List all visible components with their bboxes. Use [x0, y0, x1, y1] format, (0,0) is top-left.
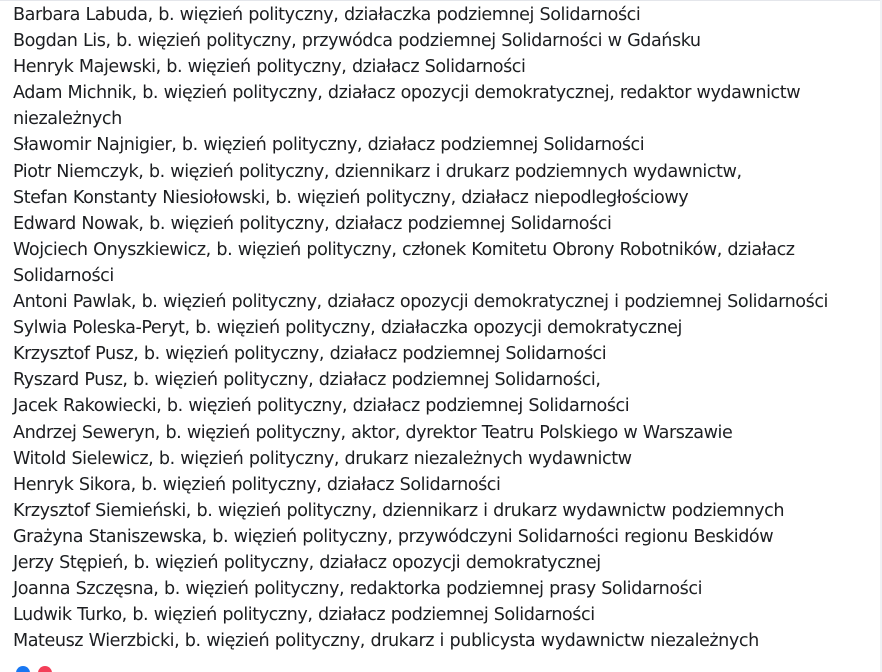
post-line: Solidarności [13, 265, 114, 286]
post-line: Stefan Konstanty Niesiołowski, b. więzień polityczny, działacz niepodległościowy [13, 187, 689, 208]
like-icon[interactable] [16, 666, 30, 672]
post-line: Ludwik Turko, b. więzień polityczny, działacz podziemnej Solidarności [13, 605, 595, 626]
post-line: Barbara Labuda, b. więzień polityczny, działaczka podziemnej Solidarności [13, 5, 641, 25]
post-line: Henryk Sikora, b. więzień polityczny, działacz Solidarności [13, 474, 501, 495]
post-line: Grażyna Staniszewska, b. więzień polityczny, przywódczyni Solidarności regionu Beskidów [13, 526, 774, 547]
love-icon[interactable] [38, 666, 52, 672]
post-line: Krzysztof Siemieński, b. więzień polityczny, dziennikarz i drukarz wydawnictw podziemnych [13, 500, 785, 521]
post-line: Ryszard Pusz, b. więzień polityczny, działacz podziemnej Solidarności, [13, 370, 601, 391]
post-body-text [13, 2, 853, 654]
post-line: Mateusz Wierzbicki, b. więzień polityczny, drukarz i publicysta wydawnictw niezależnych [13, 631, 759, 652]
post-line: Adam Michnik, b. więzień polityczny, działacz opozycji demokratycznej, redaktor wydawnictw [13, 83, 801, 104]
top-divider [0, 0, 882, 1]
post-line: Andrzej Seweryn, b. więzień polityczny, aktor, dyrektor Teatru Polskiego w Warszawie [13, 422, 733, 443]
post-line: Edward Nowak, b. więzień polityczny, działacz podziemnej Solidarności [13, 213, 612, 234]
post-line: Wojciech Onyszkiewicz, b. więzień polityczny, członek Komitetu Obrony Robotników, działacz [13, 239, 795, 260]
post-line: Jerzy Stępień, b. więzień polityczny, działacz opozycji demokratycznej [13, 552, 601, 573]
post-line: Bogdan Lis, b. więzień polityczny, przywódca podziemnej Solidarności w Gdańsku [13, 31, 701, 52]
post-line: Sławomir Najnigier, b. więzień polityczny, działacz podziemnej Solidarności [13, 135, 645, 156]
post-line: niezależnych [13, 109, 122, 130]
reaction-summary[interactable] [0, 662, 882, 672]
post-line: Joanna Szczęsna, b. więzień polityczny, redaktorka podziemnej prasy Solidarności [13, 579, 703, 600]
post-line: Jacek Rakowiecki, b. więzień polityczny, działacz podziemnej Solidarności [13, 396, 630, 417]
post-line: Sylwia Poleska-Peryt, b. więzień polityczny, działaczka opozycji demokratycznej [13, 318, 682, 339]
post-line: Antoni Pawlak, b. więzień polityczny, działacz opozycji demokratycznej i podziemnej Solidarności [13, 292, 828, 313]
post-line: Piotr Niemczyk, b. więzień polityczny, dziennikarz i drukarz podziemnych wydawnictw, [13, 161, 742, 182]
post-line: Krzysztof Pusz, b. więzień polityczny, działacz podziemnej Solidarności [13, 344, 607, 365]
post-line: Witold Sielewicz, b. więzień polityczny, drukarz niezależnych wydawnictw [13, 448, 632, 469]
post-line: Henryk Majewski, b. więzień polityczny, działacz Solidarności [13, 57, 526, 78]
